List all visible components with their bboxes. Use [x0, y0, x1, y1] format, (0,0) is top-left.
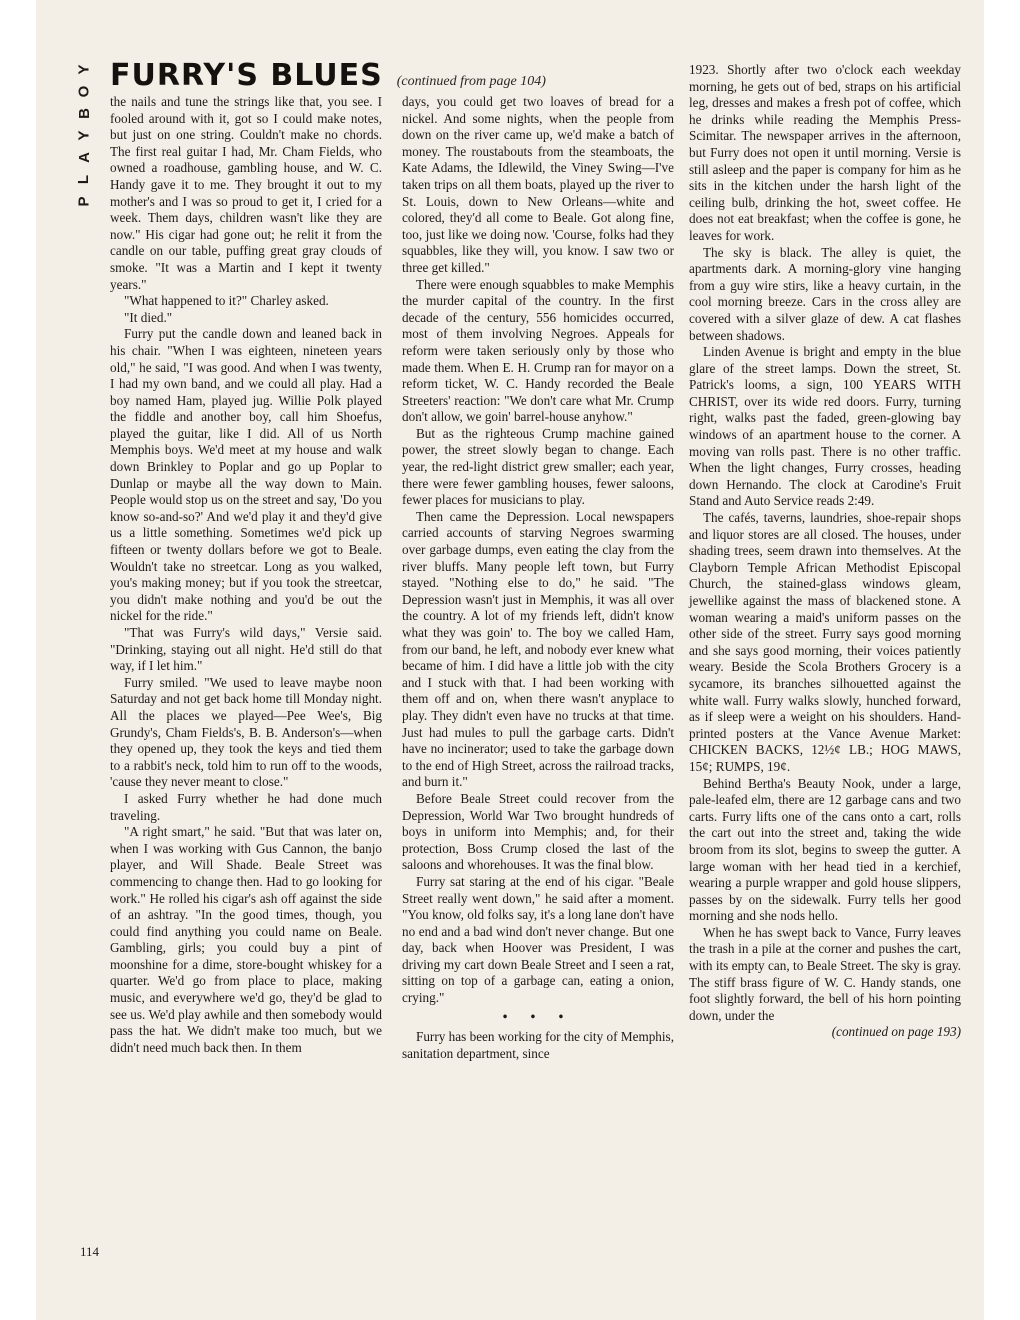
continued-from-note: (continued from page 104)	[396, 74, 546, 89]
paragraph: days, you could get two loaves of bread for a nickel. And some nights, when the people from down on the river came up, we'd make a batch of money. The roustabouts from the steamboats, the Kate Adams, the Idlewild, the Viney Swing—I've taken trips on all them boats, played up the river to St. Louis, down to New Orleans—white and colored, they'd all come to Beale. Got along fine, too, just like we doing now. 'Course, folks had they squabbles, like they will, you know. I saw two or three get killed."	[402, 94, 674, 275]
article-header	[110, 58, 546, 92]
paragraph: Then came the Depression. Local newspapers carried accounts of starving Negroes swarming over garbage dumps, even eating the clay from the river bluffs. Many people left town, but Furry stayed. "Nothing else to do," he said. "The Depression wasn't just in Memphis, it was all over the country. A lot of my friends left, didn't know what they was goin' to. The boy we called Ham, from our band, he left, and nobody ever knew what became of him. I did have a little job with the city and I stuck with that. I had been working with them off and on, when there wasn't anyplace to play. They didn't even have no trucks at that time. Just had mules to pull the garbage carts. Didn't have no incinerator; used to take the garbage down to the end of High Street, across the railroad tracks, and burn it."	[402, 508, 674, 790]
text-column-1	[110, 94, 382, 1056]
paragraph: Furry put the candle down and leaned back in his chair. "When I was eighteen, nineteen years old," he said, "I was good. And when I was twenty, I had my own band, and we could all play. Had a boy named Ham, played jug. Willie Polk played the fiddle and another boy, call him Shoefus, played the guitar, like I did. All of us North Memphis boys. We'd meet at my house and walk down Brinkley to Poplar and go up Poplar to Dunlap or maybe all the way down to Main. People would stop us on the street and say, 'Do you know so-and-so?' And we'd play it and they'd give us a little something. Sometimes we'd pick up fifteen or twenty dollars before we got to Beale. Wouldn't take no streetcar. Long as you walked, you's making money; but if you took the streetcar, you didn't make nothing and you'd be out the nickel for the ride."	[110, 326, 382, 624]
paragraph: Furry has been working for the city of Memphis, sanitation department, since	[402, 1029, 674, 1061]
paragraph: But as the righteous Crump machine gained power, the street slowly began to change. Each year, the red-light district grew smaller; each year, there were fewer gambling houses, fewer saloons, fewer places for musicians to play.	[402, 425, 674, 508]
continued-on-note: (continued on page 193)	[831, 1024, 961, 1040]
article-title: FURRY'S BLUES	[110, 58, 383, 93]
text-column-3	[689, 62, 961, 1041]
paragraph: Behind Bertha's Beauty Nook, under a large, pale-leafed elm, there are 12 garbage cans and two carts. Furry lifts one of the cans onto a cart, rolls the cart out into the street and, taking the wide broom from its slot, begins to sweep the gutter. A large woman with her head tied in a kerchief, wearing a purple wrapper and gold house slippers, passes by on the sidewalk. Furry tells her good morning and she nods hello.	[689, 775, 961, 924]
text-column-2	[402, 94, 674, 1062]
section-separator: • • •	[502, 1008, 574, 1024]
paragraph: "It died."	[124, 309, 173, 325]
paragraph: "What happened to it?" Charley asked.	[124, 293, 329, 309]
paragraph: I asked Furry whether he had done much traveling.	[110, 790, 382, 823]
magazine-letter: P	[75, 196, 93, 207]
magazine-letter: Y	[75, 130, 93, 141]
magazine-letter: L	[75, 174, 93, 185]
paragraph: When he has swept back to Vance, Furry leaves the trash in a pile at the corner and pushes the cart, with its empty can, to Beale Street. The sky is gray. The stiff brass figure of W. C. Handy stands, one foot slightly forward, the bell of his horn pointing down, under the	[689, 924, 961, 1023]
paragraph: Before Beale Street could recover from the Depression, World War Two brought hundreds of boys in uniform into Memphis; and, for their protection, Boss Crump closed the last of the saloons and whorehouses. It was the final blow.	[402, 790, 674, 873]
magazine-letter: O	[75, 85, 93, 98]
page-number: 114	[80, 1244, 100, 1259]
magazine-letter: A	[75, 152, 93, 163]
paragraph: "That was Furry's wild days," Versie said. "Drinking, staying out all night. He'd still do that way, if I let him."	[110, 625, 382, 674]
paragraph: There were enough squabbles to make Memphis the murder capital of the country. In the first decade of the century, 556 homicides occurred, most of them involving Negroes. Appeals for reform were taken seriously only by those who made them. When E. H. Crump ran for mayor on a reform ticket, W. C. Handy recorded the Beale Streeters' reaction: "We don't care what Mr. Crump don't allow, we goin' barrel-house anyhow."	[402, 276, 674, 425]
paragraph: Linden Avenue is bright and empty in the blue glare of the street lamps. Down the street, St. Patrick's looms, a sign, 100 YEARS WITH CHRIST, over its wide red doors. Furry, turning right, walks past the faded, green-glowing bay windows of an apartment house to the corner. A moving van rolls past. There is no other traffic. When the light changes, Furry crosses, heading down Hernando. The clock at Carodine's Fruit Stand and Auto Service reads 2:49.	[689, 344, 961, 509]
paragraph: The sky is black. The alley is quiet, the apartments dark. A morning-glory vine hanging from a guy wire stirs, like a heavy curtain, in the cool morning breeze. Cars in the cross alley are covered with a silver glaze of dew. A cat flashes between shadows.	[689, 244, 961, 343]
magazine-letter: Y	[75, 64, 93, 75]
paragraph: the nails and tune the strings like that, you see. I fooled around with it, got so I could make notes, but just on one string. Couldn't make no chords. The first real guitar I had, Mr. Cham Fields, who owned a roadhouse, gambling house, and W. C. Handy gave it to me. They brought it out to my mother's and I was so proud to get it, I cried for a week. Them days, children wasn't like they are now." His cigar had gone out; he relit it from the candle on our table, puffing great gray clouds of smoke. "It was a Martin and I kept it twenty years."	[110, 94, 382, 292]
magazine-name-vertical	[74, 62, 94, 222]
paragraph: Furry smiled. "We used to leave maybe noon Saturday and not get back home till Monday night. All the places we played—Pee Wee's, Big Grundy's, Cham Fields's, B. B. Anderson's—when they opened up, they took the keys and tied them to a rabbit's neck, told him to run off to the woods, 'cause they never meant to close."	[110, 674, 382, 790]
paragraph: The cafés, taverns, laundries, shoe-repair shops and liquor stores are all closed. The houses, under shading trees, seem drawn into themselves. At the Clayborn Temple African Methodist Episcopal Church, the stained-glass windows gleam, jewellike against the mass of blackened stone. A woman wearing a maid's uniform passes on the other side of the street. Furry says good morning and she says good morning, their voices patiently weary. Beside the Scola Brothers Grocery is a sycamore, its branches silhouetted against the white wall. Furry walks slowly, hunched forward, as if sleep were a weight on his shoulders. Hand-printed posters at the Vance Avenue Market: CHICKEN BACKS, 12½¢ LB.; HOG MAWS, 15¢; RUMPS, 19¢.	[689, 510, 961, 774]
paragraph: "A right smart," he said. "But that was later on, when I was working with Gus Cannon, the banjo player, and Will Shade. Beale Street was commencing to change then. Had to go looking for work." He rolled his cigar's ash off against the side of an ashtray. "In the good times, though, you could find anything you could name on Beale. Gambling, girls; you could buy a pint of moonshine for a dime, store-bought whiskey for a quarter. We'd go from place to place, making music, and everywhere we'd go, they'd be glad to see us. We'd play awhile and then somebody would pass the hat. We didn't make too much, but we didn't need much back then. In them	[110, 824, 382, 1055]
paragraph: Furry sat staring at the end of his cigar. "Beale Street really went down," he said after a moment. "You know, old folks say, it's a long lane don't have no end and a bad wind don't never change. But one day, back when Hoover was President, I was driving my cart down Beale Street and I seen a rat, sitting on top of a garbage can, eating a onion, crying."	[402, 873, 674, 1006]
paragraph: 1923. Shortly after two o'clock each weekday morning, he gets out of bed, straps on his artificial leg, dresses and makes a fresh pot of coffee, which he drinks while reading the Memphis Press-Scimitar. The newspaper arrives in the afternoon, but Furry does not open it until morning. Versie is still asleep and the paper is company for him as he sits in the kitchen under the harsh light of the ceiling bulb, drinking the hot, sweet coffee. He does not eat breakfast; when the coffee is gone, he leaves for work.	[689, 62, 961, 243]
magazine-letter: B	[75, 108, 93, 119]
